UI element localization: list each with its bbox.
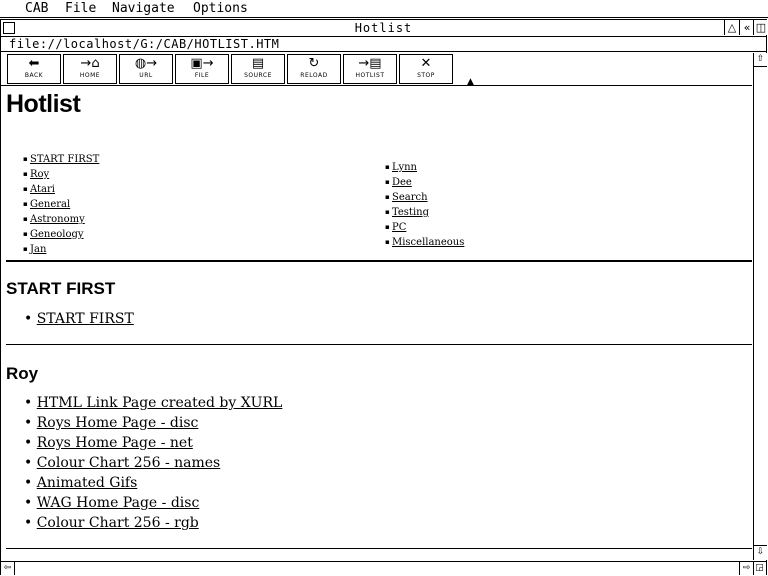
list-item: [24, 493, 282, 513]
section-link-list: [24, 309, 134, 329]
index-item: [385, 205, 464, 220]
index-item: [23, 182, 99, 197]
url-button[interactable]: ◍→ URL: [119, 54, 173, 84]
index-link[interactable]: Lynn: [391, 162, 417, 173]
index-item: [385, 190, 464, 205]
globe-icon: ◍→: [134, 56, 158, 71]
menu-options[interactable]: Options: [193, 1, 248, 16]
section-link[interactable]: HTML Link Page created by XURL: [36, 395, 283, 411]
section-link[interactable]: Animated Gifs: [36, 475, 138, 491]
section-link[interactable]: Roys Home Page - disc: [36, 415, 199, 431]
source-button[interactable]: ▤ SOURCE: [231, 54, 285, 84]
stop-icon: ✕: [420, 56, 432, 71]
index-item: [385, 160, 464, 175]
url-bar[interactable]: file://localhost/G:/CAB/HOTLIST.HTM: [1, 37, 766, 52]
list-item: [24, 453, 282, 473]
index-item: [23, 227, 99, 242]
index-item: [23, 152, 99, 167]
index-item: [23, 197, 99, 212]
section-link[interactable]: Roys Home Page - net: [36, 435, 193, 451]
back-button[interactable]: ⬅ BACK: [7, 54, 61, 84]
menu-file[interactable]: File: [65, 1, 97, 16]
toolbar-toggle-icon[interactable]: ▲: [467, 77, 474, 87]
vertical-scrollbar[interactable]: [753, 53, 767, 560]
index-item: [23, 242, 99, 257]
list-item: [24, 473, 282, 493]
list-item: [24, 393, 282, 413]
file-button[interactable]: ▣→ FILE: [175, 54, 229, 84]
home-icon: →⌂: [80, 56, 100, 71]
section-link-list: [24, 393, 282, 533]
scroll-up-icon[interactable]: ⇧: [754, 53, 767, 67]
index-link[interactable]: Astronomy: [29, 214, 85, 225]
back-window-icon[interactable]: «: [739, 20, 754, 35]
page-content: [1, 86, 752, 560]
home-button[interactable]: →⌂ HOME: [63, 54, 117, 84]
index-item: [385, 175, 464, 190]
left-arrow-icon: ⬅: [28, 56, 40, 71]
index-link[interactable]: Atari: [29, 184, 55, 195]
index-item: [385, 235, 464, 250]
index-item: [385, 220, 464, 235]
divider: [6, 344, 752, 345]
document-icon: ▤: [251, 56, 265, 71]
divider: [6, 260, 752, 262]
index-link[interactable]: START FIRST: [29, 154, 100, 165]
fuller-icon[interactable]: ◫: [753, 20, 768, 35]
index-item: [23, 167, 99, 182]
hotlist-icon: →▤: [358, 56, 382, 71]
section-link[interactable]: START FIRST: [36, 311, 134, 327]
index-list-left: [23, 152, 99, 257]
index-link[interactable]: Roy: [29, 169, 50, 180]
index-link[interactable]: Jan: [29, 244, 47, 255]
section-link[interactable]: Colour Chart 256 - rgb: [36, 515, 199, 531]
toolbar: [1, 53, 752, 86]
list-item: [24, 513, 282, 533]
menu-cab[interactable]: CAB: [25, 1, 49, 16]
index-link[interactable]: Search: [391, 192, 428, 203]
reload-icon: ↻: [308, 56, 320, 71]
index-link[interactable]: Miscellaneous: [391, 237, 465, 248]
scroll-left-icon[interactable]: ⇦: [1, 562, 15, 575]
divider: [6, 548, 752, 549]
index-link[interactable]: Testing: [391, 207, 429, 218]
section-heading: START FIRST: [6, 279, 116, 298]
index-item: [23, 212, 99, 227]
section-link[interactable]: WAG Home Page - disc: [36, 495, 200, 511]
horizontal-scrollbar[interactable]: [1, 561, 766, 575]
menu-bar: [0, 0, 768, 18]
scroll-down-icon[interactable]: ⇩: [754, 545, 767, 559]
section-link[interactable]: Colour Chart 256 - names: [36, 455, 221, 471]
window-title: Hotlist: [354, 21, 413, 35]
index-link[interactable]: PC: [391, 222, 407, 233]
list-item: [24, 309, 134, 329]
scroll-right-icon[interactable]: ⇨: [739, 562, 754, 575]
index-link[interactable]: Dee: [391, 177, 412, 188]
browser-window: [0, 19, 767, 575]
title-bar[interactable]: [1, 20, 766, 37]
stop-button[interactable]: ✕ STOP: [399, 54, 453, 84]
list-item: [24, 413, 282, 433]
page-title: Hotlist: [6, 90, 81, 118]
resize-icon[interactable]: ◲: [753, 562, 767, 575]
index-link[interactable]: General: [29, 199, 71, 210]
reload-button[interactable]: ↻ RELOAD: [287, 54, 341, 84]
index-link[interactable]: Geneology: [29, 229, 84, 240]
section-heading: Roy: [6, 364, 39, 383]
hotlist-button[interactable]: →▤ HOTLIST: [343, 54, 397, 84]
menu-navigate[interactable]: Navigate: [112, 1, 175, 16]
index-list-right: [385, 160, 464, 250]
list-item: [24, 433, 282, 453]
collapse-icon[interactable]: △: [724, 20, 739, 35]
disk-icon: ▣→: [190, 56, 214, 71]
